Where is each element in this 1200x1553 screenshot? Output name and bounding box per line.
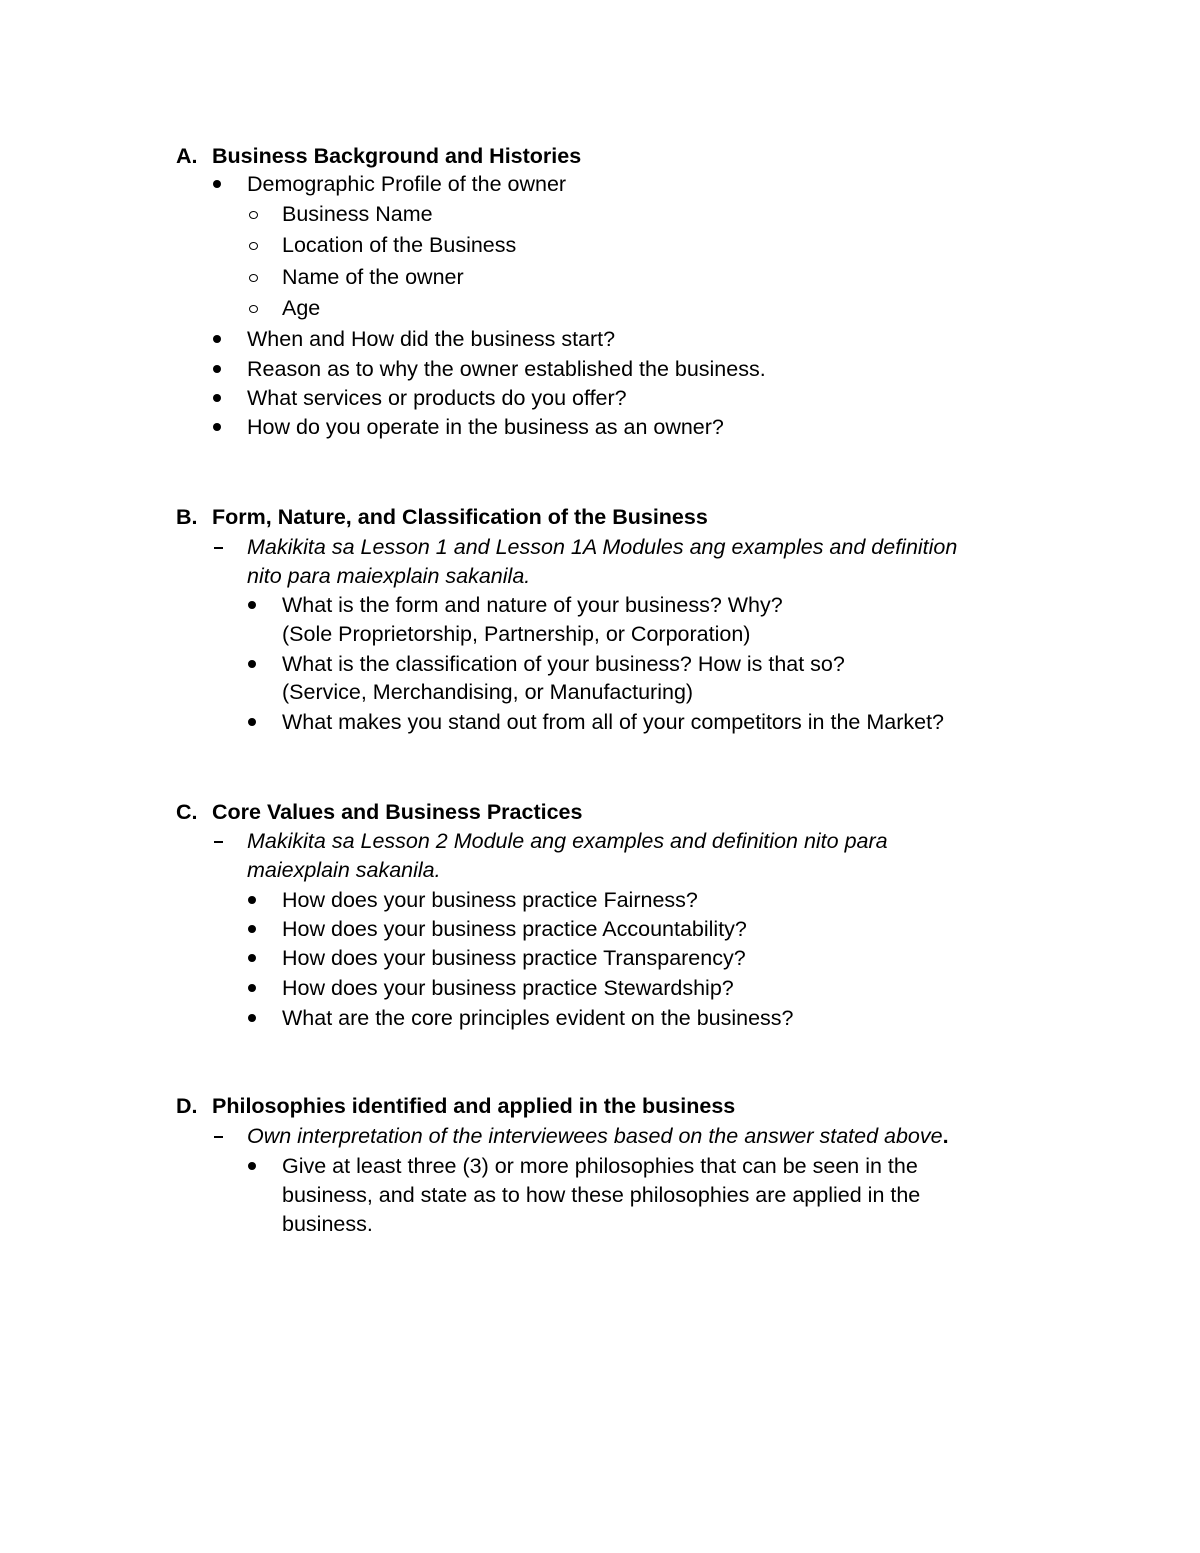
section-note: maiexplain sakanila. [247, 858, 441, 882]
section-note: Makikita sa Lesson 2 Module ang examples and definition nito para [247, 829, 888, 853]
list-item: How does your business practice Fairness? [282, 888, 698, 912]
bullet-icon [248, 718, 256, 726]
list-item: Give at least three (3) or more philosophies that can be seen in the [282, 1154, 918, 1178]
circle-bullet-icon [249, 305, 258, 313]
sub-list-item: Location of the Business [282, 233, 517, 257]
bullet-icon [248, 954, 256, 962]
bullet-icon [248, 984, 256, 992]
section-heading: Core Values and Business Practices [212, 800, 583, 824]
bullet-icon [213, 335, 221, 343]
section-heading: Business Background and Histories [212, 144, 582, 168]
section-note [247, 1122, 949, 1150]
bullet-icon [248, 601, 256, 609]
list-item-continuation: business, and state as to how these philosophies are applied in the [282, 1183, 921, 1207]
section-note: Makikita sa Lesson 1 and Lesson 1A Modules ang examples and definition [247, 535, 958, 559]
section-note-period: . [942, 1124, 949, 1148]
section-letter: D. [176, 1094, 198, 1118]
section-note-text: Own interpretation of the interviewees based on the answer stated above [247, 1124, 943, 1148]
bullet-icon [213, 394, 221, 402]
circle-bullet-icon [249, 211, 258, 219]
circle-bullet-icon [249, 242, 258, 250]
bullet-icon [248, 660, 256, 668]
list-item: What is the form and nature of your business? Why? [282, 593, 783, 617]
list-item: Demographic Profile of the owner [247, 172, 567, 196]
section-letter: B. [176, 505, 198, 529]
list-item-continuation: (Sole Proprietorship, Partnership, or Corporation) [282, 622, 751, 646]
bullet-icon [248, 896, 256, 904]
list-item: When and How did the business start? [247, 327, 616, 351]
section-letter: A. [176, 144, 198, 168]
circle-bullet-icon [249, 274, 258, 282]
list-item: What is the classification of your business? How is that so? [282, 652, 845, 676]
dash-icon [214, 1136, 223, 1138]
bullet-icon [213, 180, 221, 188]
list-item: What makes you stand out from all of your competitors in the Market? [282, 710, 945, 734]
section-letter: C. [176, 800, 198, 824]
bullet-icon [248, 1162, 256, 1170]
list-item: How does your business practice Stewardship? [282, 976, 734, 1000]
section-heading: Philosophies identified and applied in the business [212, 1094, 736, 1118]
bullet-icon [248, 1014, 256, 1022]
dash-icon [214, 841, 223, 843]
sub-list-item: Name of the owner [282, 265, 464, 289]
list-item: What are the core principles evident on the business? [282, 1006, 794, 1030]
sub-list-item: Age [282, 296, 321, 320]
bullet-icon [213, 365, 221, 373]
list-item: Reason as to why the owner established the business. [247, 357, 766, 381]
bullet-icon [248, 925, 256, 933]
list-item-continuation: business. [282, 1212, 373, 1236]
bullet-icon [213, 423, 221, 431]
list-item: How do you operate in the business as an owner? [247, 415, 724, 439]
section-note: nito para maiexplain sakanila. [247, 564, 531, 588]
section-heading: Form, Nature, and Classification of the Business [212, 505, 708, 529]
list-item: What services or products do you offer? [247, 386, 627, 410]
list-item: How does your business practice Accountability? [282, 917, 747, 941]
list-item: How does your business practice Transparency? [282, 946, 746, 970]
list-item-continuation: (Service, Merchandising, or Manufacturing) [282, 680, 694, 704]
dash-icon [214, 547, 223, 549]
sub-list-item: Business Name [282, 202, 433, 226]
